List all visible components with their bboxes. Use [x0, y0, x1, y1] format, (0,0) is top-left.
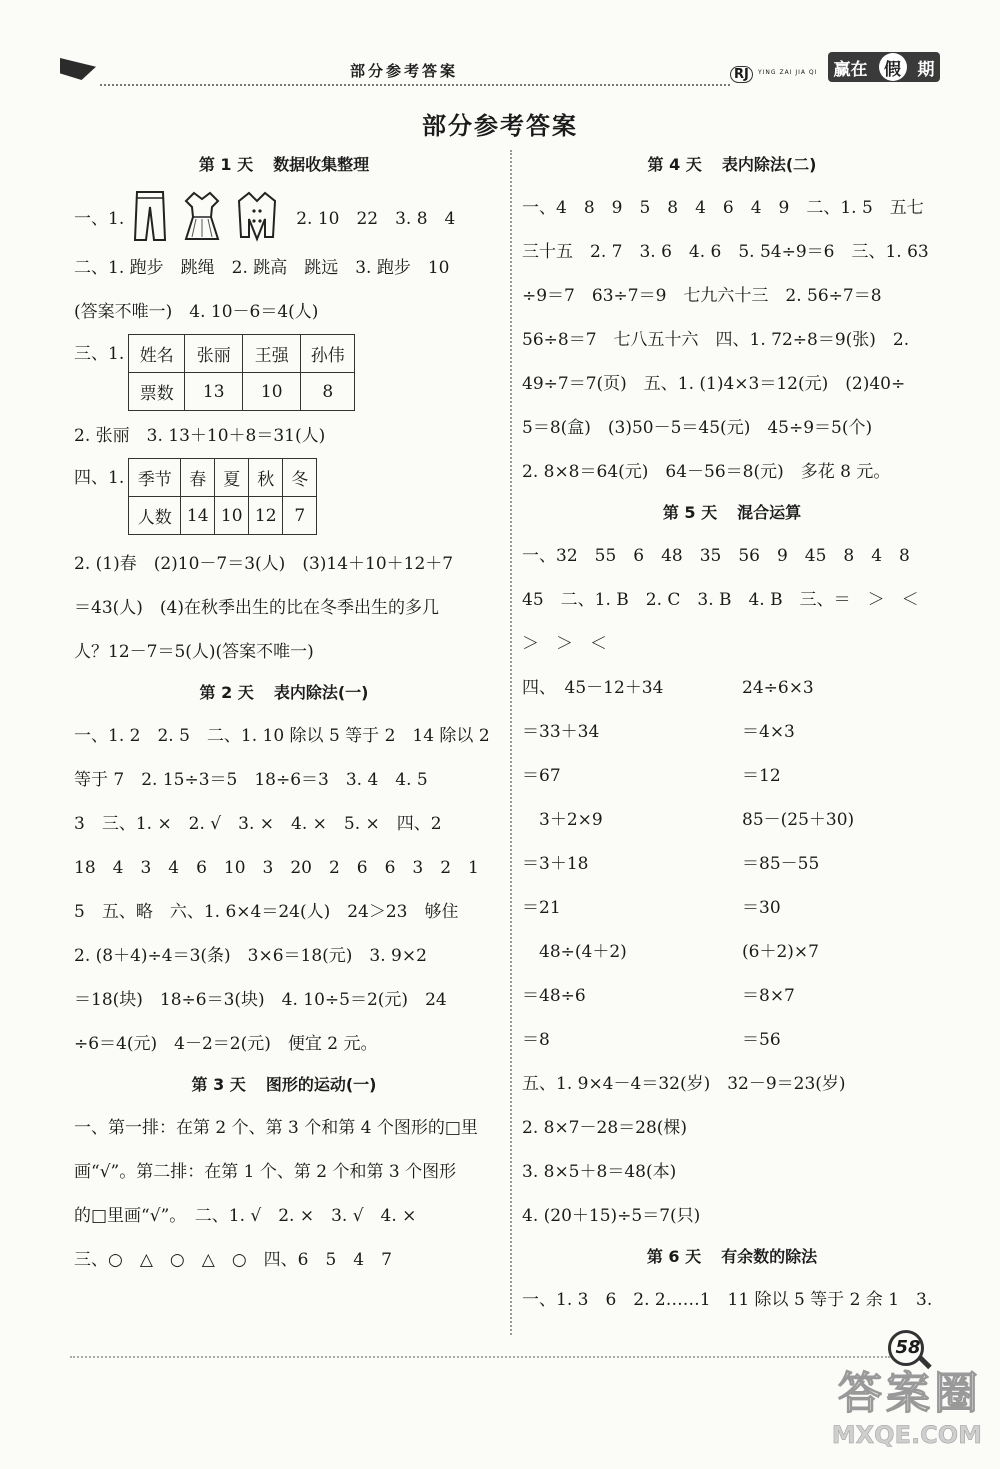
answer-line	[74, 186, 494, 246]
answer-line: ＞ ＞ ＜	[522, 634, 607, 654]
header-logo-icon	[60, 58, 96, 80]
section-title-day3	[74, 1070, 494, 1106]
calc-row	[522, 974, 942, 1018]
answer-line: ÷9＝7 63÷7＝9 七九六十三 2. 56÷7＝8	[522, 286, 882, 306]
answer-line: 一、第一排：在第 2 个、第 3 个和第 4 个图形的□里	[74, 1118, 478, 1138]
answer-line: (答案不唯一) 4. 10－6＝4(人)	[74, 302, 319, 322]
table-row	[129, 373, 355, 411]
answer-line: 2. (8＋4)÷4＝3(条) 3×6＝18(元) 3. 9×2	[74, 946, 427, 966]
answer-line: 3. 8×5＋8＝48(本)	[522, 1162, 677, 1182]
brand-text-3: 期	[917, 59, 935, 80]
calc-step: ＝56	[742, 1030, 781, 1050]
answer-line: 4. (20＋15)÷5＝7(只)	[522, 1206, 701, 1226]
calc-row	[522, 798, 942, 842]
calc-step: ＝30	[742, 898, 781, 918]
clothes-images	[132, 189, 278, 243]
calc-step: 3＋2×9	[522, 810, 603, 830]
day-number: 第 2 天	[199, 683, 254, 702]
table-cell: 孙伟	[301, 335, 355, 373]
header-divider	[100, 84, 730, 86]
table-cell: 票数	[129, 373, 185, 411]
calc-row	[522, 710, 942, 754]
calc-step: ＝85－55	[742, 854, 820, 874]
vote-table	[128, 334, 355, 411]
calc-grid	[522, 666, 942, 1062]
brand-logo	[730, 52, 940, 88]
day-title: 表内除法(二)	[721, 155, 817, 174]
day-number: 第 6 天	[646, 1247, 702, 1266]
table-cell: 人数	[129, 497, 181, 535]
table-cell: 秋	[249, 459, 283, 497]
answer-line: 5＝8(盒) (3)50－5＝45(元) 45÷9＝5(个)	[522, 418, 873, 438]
calc-row	[522, 842, 942, 886]
brand-pinyin: YING ZAI JIA QI	[758, 69, 818, 76]
page-heading: 部分参考答案	[422, 112, 578, 140]
page-header	[60, 52, 940, 92]
calc-row	[522, 754, 942, 798]
calc-step: 24÷6×3	[742, 678, 814, 698]
day-title: 混合运算	[737, 503, 802, 522]
calc-step: ＝67	[522, 766, 561, 786]
left-column	[74, 150, 494, 1282]
answer-line: 一、1. 3 6 2. 2……1 11 除以 5 等于 2 余 1 3.	[522, 1290, 933, 1310]
table-cell: 张丽	[185, 335, 243, 373]
answer-line: 2. 张丽 3. 13＋10＋8＝31(人)	[74, 426, 326, 446]
calc-step: ＝21	[522, 898, 561, 918]
table-cell: 季节	[129, 459, 181, 497]
answer-line: 49÷7＝7(页) 五、1. (1)4×3＝12(元) (2)40÷	[522, 374, 906, 394]
table-row	[129, 497, 317, 535]
rj-badge: RJ	[730, 66, 753, 83]
table-cell: 13	[185, 373, 243, 411]
answer-line: 五、1. 9×4－4＝32(岁) 32－9＝23(岁)	[522, 1074, 846, 1094]
answer-line: 2. 8×8＝64(元) 64－56＝8(元) 多花 8 元。	[522, 462, 891, 482]
answer-text: 一、1.	[74, 208, 125, 229]
watermark-logo-text: 答案圈	[838, 1368, 982, 1419]
page-number: 58	[895, 1337, 921, 1358]
calc-row	[522, 1018, 942, 1062]
answer-line: 的□里画“√”。 二、1. √ 2. × 3. √ 4. ×	[74, 1206, 417, 1226]
header-title: 部分参考答案	[350, 62, 459, 80]
answer-line: 一、32 55 6 48 35 56 9 45 8 4 8	[522, 546, 910, 566]
calc-step: ＝8	[522, 1030, 550, 1050]
table-label: 四、1.	[74, 468, 125, 488]
jacket-icon	[236, 189, 278, 243]
answer-table-row	[74, 458, 494, 542]
pants-icon	[132, 189, 168, 243]
answer-line: 画“√”。第二排：在第 1 个、第 2 个和第 3 个图形	[74, 1162, 457, 1182]
answer-line: 2. 8×7－28＝28(棵)	[522, 1118, 688, 1138]
answer-line: 一、1. 2 2. 5 二、1. 10 除以 5 等于 2 14 除以 2	[74, 726, 490, 746]
table-cell: 10	[215, 497, 249, 535]
day-number: 第 4 天	[647, 155, 702, 174]
table-cell: 7	[283, 497, 317, 535]
season-table	[128, 458, 317, 535]
day-number: 第 5 天	[662, 503, 718, 522]
calc-step: ＝12	[742, 766, 781, 786]
calc-row	[522, 886, 942, 930]
skirt-dress-icon	[182, 189, 222, 243]
calc-step: ＝33＋34	[522, 722, 600, 742]
day-title: 有余数的除法	[721, 1247, 818, 1266]
table-row	[129, 459, 317, 497]
day-title: 数据收集整理	[273, 155, 370, 174]
answer-line: 3 三、1. × 2. √ 3. × 4. × 5. × 四、2	[74, 814, 442, 834]
answer-line: 三、○ △ ○ △ ○ 四、6 5 4 7	[74, 1250, 392, 1270]
day-title: 图形的运动(一)	[265, 1075, 377, 1094]
calc-step: 四、 45－12＋34	[522, 678, 664, 698]
answer-line: 18 4 3 4 6 10 3 20 2 6 6 3 2 1	[74, 858, 479, 878]
answer-line: ＝43(人) (4)在秋季出生的比在冬季出生的多几	[74, 598, 439, 618]
answer-line: 5 五、略 六、1. 6×4＝24(人) 24＞23 够住	[74, 902, 459, 922]
table-cell: 姓名	[129, 335, 185, 373]
calc-step: ＝3＋18	[522, 854, 589, 874]
calc-step: ＝8×7	[742, 986, 795, 1006]
answer-line: ＝18(块) 18÷6＝3(块) 4. 10÷5＝2(元) 24	[74, 990, 447, 1010]
answer-line: 人？12－7＝5(人)(答案不唯一)	[74, 642, 314, 662]
answer-line: 56÷8＝7 七八五十六 四、1. 72÷8＝9(张) 2.	[522, 330, 910, 350]
calc-step: ＝48÷6	[522, 986, 586, 1006]
section-title-day5	[522, 498, 942, 534]
answer-line: 45 二、1. B 2. C 3. B 4. B 三、＝ ＞ ＜	[522, 590, 919, 610]
calc-step: (6＋2)×7	[742, 942, 819, 962]
section-title-day1	[74, 150, 494, 186]
answer-line: 三十五 2. 7 3. 6 4. 6 5. 54÷9＝6 三、1. 63	[522, 242, 929, 262]
section-title-day6	[522, 1242, 942, 1278]
answer-line: 2. (1)春 (2)10－7＝3(人) (3)14＋10＋12＋7	[74, 554, 454, 574]
section-title-day2	[74, 678, 494, 714]
column-divider	[510, 150, 512, 1335]
calc-step: ＝4×3	[742, 722, 795, 742]
right-column	[522, 150, 942, 1322]
watermark	[832, 1357, 982, 1449]
table-cell: 12	[249, 497, 283, 535]
table-cell: 8	[301, 373, 355, 411]
day-title: 表内除法(一)	[273, 683, 369, 702]
day-number: 第 1 天	[198, 155, 254, 174]
calc-row	[522, 930, 942, 974]
table-cell: 10	[243, 373, 301, 411]
answer-line: 二、1. 跑步 跳绳 2. 跳高 跳远 3. 跑步 10	[74, 258, 450, 278]
table-cell: 王强	[243, 335, 301, 373]
table-cell: 14	[181, 497, 215, 535]
calc-step: 85－(25＋30)	[742, 810, 855, 830]
answer-line: ÷6＝4(元) 4－2＝2(元) 便宜 2 元。	[74, 1034, 378, 1054]
brand-box	[828, 52, 940, 82]
section-title-day4	[522, 150, 942, 186]
brand-text-1: 赢在	[833, 59, 868, 80]
table-cell: 夏	[215, 459, 249, 497]
answer-table-row	[74, 334, 494, 414]
table-cell: 春	[181, 459, 215, 497]
table-row	[129, 335, 355, 373]
brand-text-2: 假	[879, 53, 907, 81]
table-label: 三、1.	[74, 344, 125, 364]
footer-divider	[70, 1356, 890, 1358]
watermark-url: MXQE.COM	[831, 1421, 982, 1449]
answer-text: 2. 10 22 3. 8 4	[296, 208, 456, 229]
answer-line: 一、4 8 9 5 8 4 6 4 9 二、1. 5 五七	[522, 198, 924, 218]
table-cell: 冬	[283, 459, 317, 497]
answer-line: 等于 7 2. 15÷3＝5 18÷6＝3 3. 4 4. 5	[74, 770, 428, 790]
calc-row	[522, 666, 942, 710]
day-number: 第 3 天	[191, 1075, 246, 1094]
calc-step: 48÷(4＋2)	[522, 942, 627, 962]
